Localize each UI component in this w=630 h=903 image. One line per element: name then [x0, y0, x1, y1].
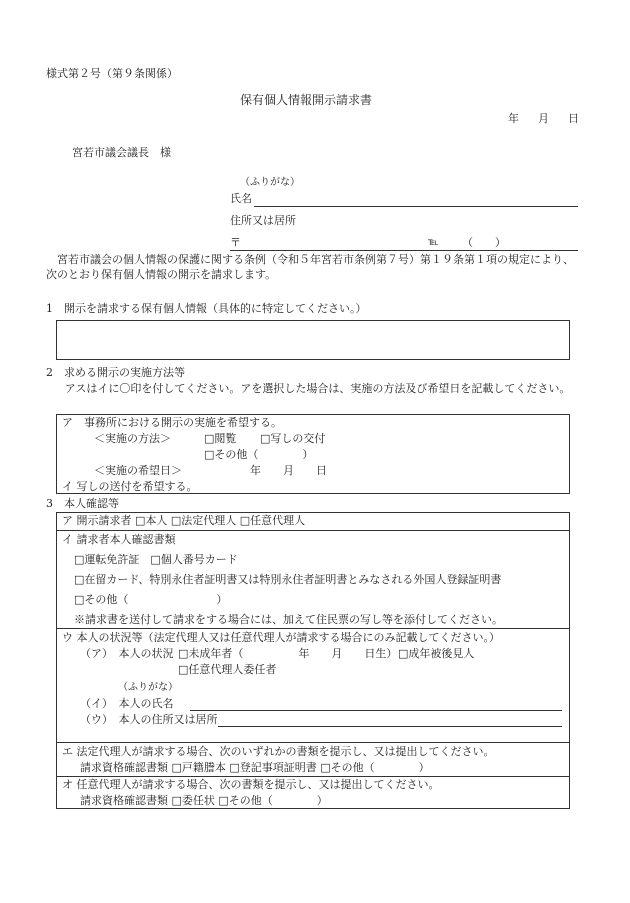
principal-status-title: ウ 本人の状況等（法定代理人又は任意代理人が請求する場合にのみ記載してください。）	[62, 631, 500, 644]
requester-address-field[interactable]	[230, 250, 578, 251]
principal-address-field[interactable]	[218, 726, 562, 727]
date-month[interactable]: 月	[538, 112, 549, 125]
id-docs-other[interactable]: □その他（ ）	[74, 593, 228, 606]
requester-type-row[interactable]: ア 開示請求者 □本人 □法定代理人 □任意代理人	[62, 514, 306, 527]
agent-docs[interactable]: 請求資格確認書類 □委任状 □その他（ ）	[80, 794, 328, 807]
status-delegator-checkbox[interactable]: □任意代理人委任者	[178, 663, 277, 676]
divider	[56, 776, 570, 777]
requested-info-box[interactable]	[56, 320, 570, 360]
agent-title: オ 任意代理人が請求する場合、次の書類を提示し、又は提出してください。	[62, 778, 440, 791]
preferred-date-field[interactable]: 年 月 日	[250, 464, 327, 477]
id-docs-title: イ 請求者本人確認書類	[62, 533, 176, 546]
section2-heading: 2 求める開示の実施方法等	[46, 366, 185, 379]
principal-status-label: （ア） 本人の状況	[80, 647, 174, 660]
method-copy-checkbox[interactable]: □写しの交付	[260, 432, 326, 445]
requester-furigana-label: （ふりがな）	[240, 177, 300, 188]
date-year[interactable]: 年	[508, 112, 519, 125]
principal-name-label: （イ） 本人の氏名	[80, 697, 174, 710]
date-day[interactable]: 日	[568, 112, 579, 125]
method-view-checkbox[interactable]: □閲覧	[204, 432, 237, 445]
id-docs-license-card[interactable]: □運転免許証 □個人番号カード	[74, 553, 238, 566]
option-a-office[interactable]: ア 事務所における開示の実施を希望する。	[62, 416, 282, 429]
requester-address-label: 住所又は居所	[230, 214, 296, 227]
section1-heading: 1 開示を請求する保有個人情報（具体的に特定してください。）	[46, 302, 367, 315]
form-number: 様式第２号（第９条関係）	[46, 67, 178, 80]
requester-name-label: 氏名	[230, 192, 252, 205]
option-i-mail[interactable]: イ 写しの送付を希望する。	[62, 480, 198, 493]
intro-paragraph: 宮若市議会の個人情報の保護に関する条例（令和５年宮若市条例第７号）第１９条第１項の規定により、次のとおり保有個人情報の開示を請求します。	[46, 253, 574, 281]
preferred-date-label: ＜実施の希望日＞	[94, 464, 182, 477]
legal-rep-title: エ 法定代理人が請求する場合、次のいずれかの書類を提示し、又は提出してください。	[62, 745, 495, 758]
principal-address-label: （ウ） 本人の住所又は居所	[80, 713, 218, 726]
id-docs-residence-card[interactable]: □在留カード、特別永住者証明書又は特別永住者証明書とみなされる外国人登録証明書	[74, 573, 502, 586]
section3-heading: 3 本人確認等	[46, 497, 119, 510]
tel-field[interactable]: （ ）	[462, 236, 506, 249]
divider	[56, 628, 570, 629]
divider	[56, 530, 570, 531]
principal-name-field[interactable]	[190, 710, 562, 711]
method-label: ＜実施の方法＞	[94, 432, 171, 445]
postal-mark: 〒	[230, 236, 241, 249]
method-other-checkbox[interactable]: □その他（ ）	[204, 448, 314, 461]
status-ward-checkbox[interactable]: □成年被後見人	[398, 647, 475, 660]
principal-furigana-label: （ふりがな）	[118, 682, 178, 693]
legal-rep-docs[interactable]: 請求資格確認書類 □戸籍謄本 □登記事項証明書 □その他（ ）	[80, 761, 430, 774]
addressee: 宮若市議会議長 様	[72, 146, 171, 159]
section2-note: アスはイに〇印を付してください。アを選択した場合は、実施の方法及び希望日を記載してください。	[64, 382, 571, 395]
status-minor-checkbox[interactable]: □未成年者（ 年 月 日生）	[178, 647, 398, 660]
requester-name-field[interactable]	[254, 206, 578, 207]
id-docs-note: ※請求書を送付して請求をする場合には、加えて住民票の写し等を添付してください。	[74, 613, 503, 626]
tel-label: ℡	[428, 237, 439, 248]
divider	[56, 742, 570, 743]
form-title: 保有個人情報開示請求書	[240, 93, 373, 107]
